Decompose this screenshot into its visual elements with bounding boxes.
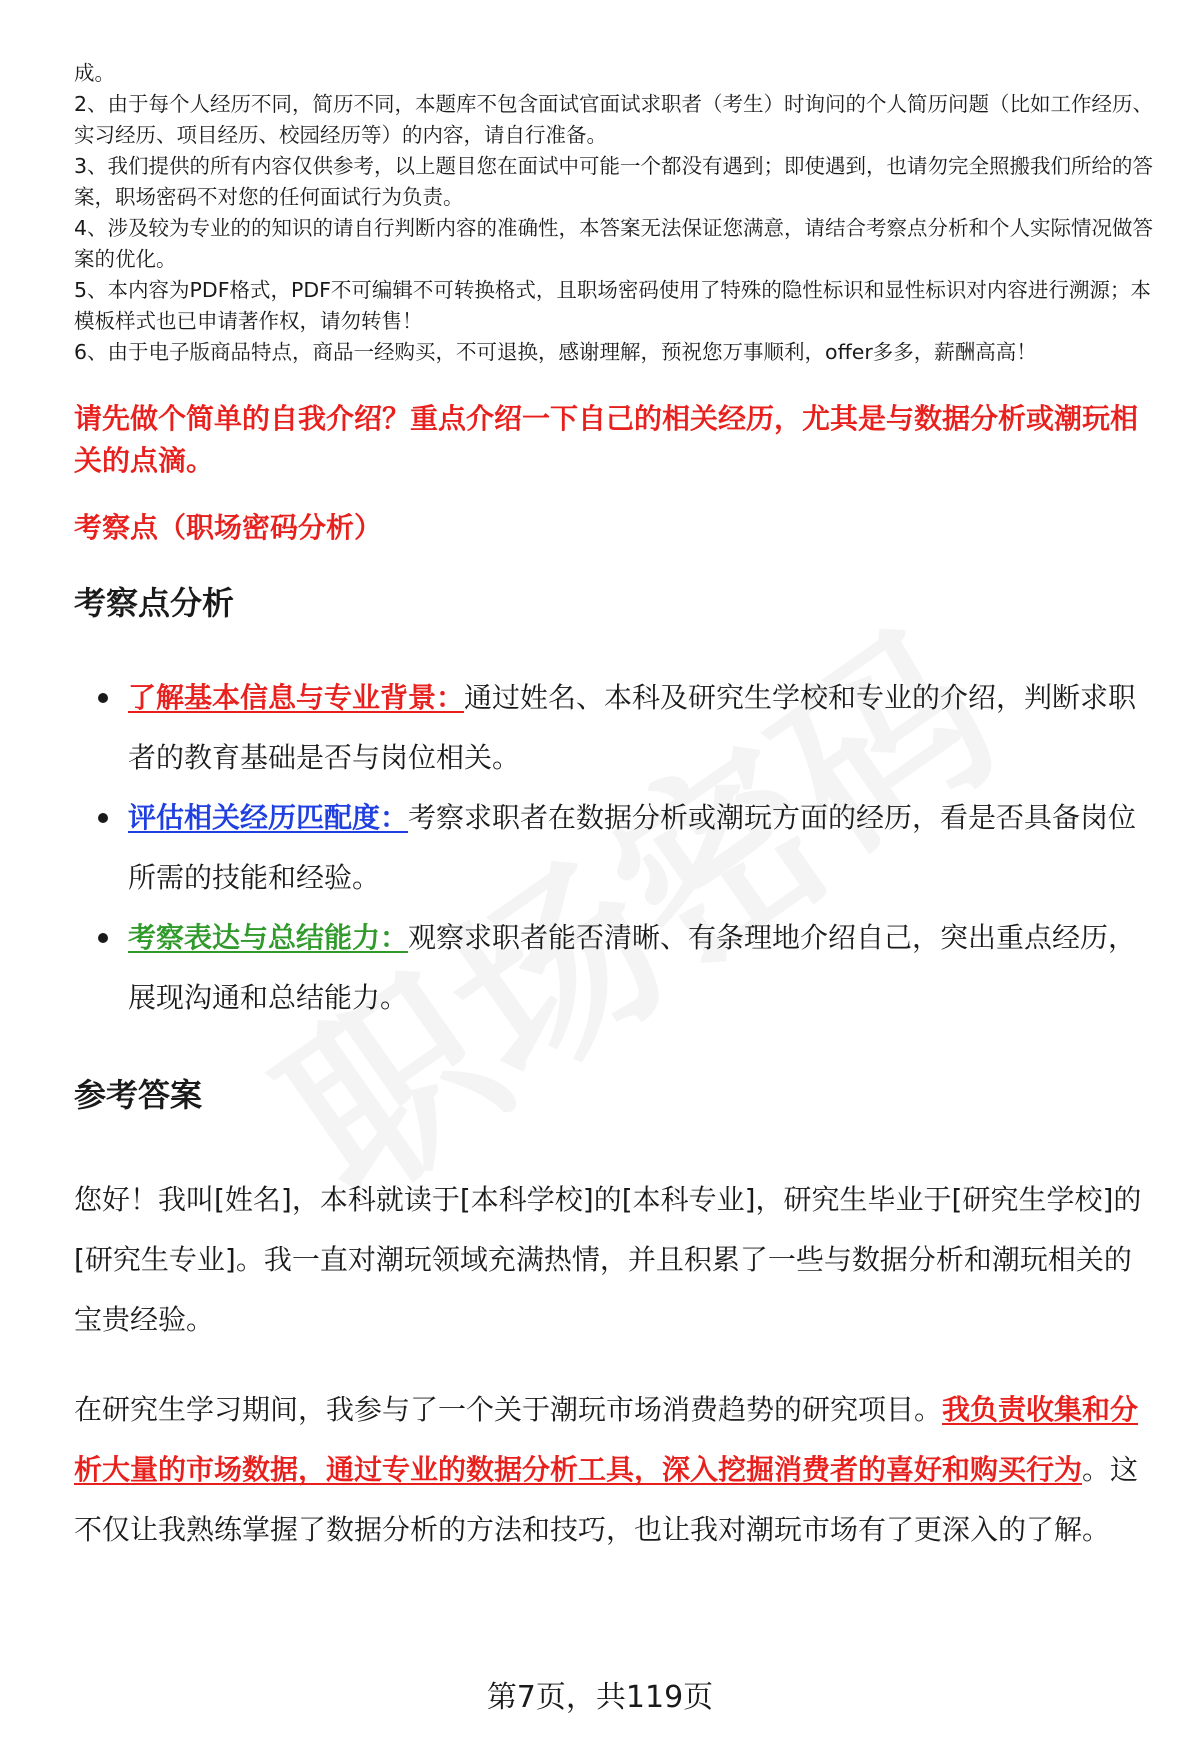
analysis-point <box>128 908 1154 1028</box>
answer-paragraph-1: 您好！我叫[姓名]，本科就读于[本科学校]的[本科专业]，研究生毕业于[研究生学校]的[研究生专业]。我一直对潮玩领域充满热情，并且积累了一些与数据分析和潮玩相关的宝贵经验。 <box>74 1183 1142 1336</box>
page-footer: 第7页，共119页 <box>486 1680 714 1715</box>
analysis-points <box>74 668 1154 1028</box>
note-3: 3、我们提供的所有内容仅供参考，以上题目您在面试中可能一个都没有遇到；即使遇到，也请勿完全照搬我们所给的答案，职场密码不对您的任何面试行为负责。 <box>74 154 1154 209</box>
notes-list <box>74 58 1154 368</box>
point-keyword: 了解基本信息与专业背景： <box>128 681 465 714</box>
answer-text: 在研究生学习期间，我参与了一个关于潮玩市场消费趋势的研究项目。 <box>74 1393 943 1426</box>
answer-body <box>74 1170 1154 1560</box>
note-4: 4、涉及较为专业的的知识的请自行判断内容的准确性，本答案无法保证您满意，请结合考察点分析和个人实际情况做答案的优化。 <box>74 216 1154 271</box>
answer-text: 。这不仅让我熟练掌握了数据分析的方法和技巧，也让我对潮玩市场有了更深入的了解。 <box>74 1453 1139 1546</box>
point-text: 通过姓名、本科及研究生学校和专业的介绍，判断求职者的教育基础是否与岗位相关。 <box>128 681 1137 774</box>
point-text: 考察求职者在数据分析或潮玩方面的经历，看是否具备岗位所需的技能和经验。 <box>128 801 1137 894</box>
note-6: 6、由于电子版商品特点，商品一经购买，不可退换，感谢理解，预祝您万事顺利，offer多多，薪酬高高！ <box>74 340 1037 364</box>
answer-heading: 参考答案 <box>74 1076 203 1114</box>
analysis-point <box>128 788 1154 908</box>
answer-highlight: 我负责收集和分析大量的市场数据，通过专业的数据分析工具，深入挖掘消费者的喜好和购买行为 <box>74 1393 1139 1486</box>
point-keyword: 考察表达与总结能力： <box>128 921 409 954</box>
note-2: 2、由于每个人经历不同，简历不同，本题库不包含面试官面试求职者（考生）时询问的个人简历问题（比如工作经历、实习经历、项目经历、校园经历等）的内容，请自行准备。 <box>74 92 1154 147</box>
note-5: 5、本内容为PDF格式，PDF不可编辑不可转换格式，且职场密码使用了特殊的隐性标识和显性标识对内容进行溯源；本模板样式也已申请著作权，请勿转售！ <box>74 278 1151 333</box>
point-title: 考察点（职场密码分析） <box>74 511 383 544</box>
analysis-heading: 考察点分析 <box>74 584 235 622</box>
interview-question: 请先做个简单的自我介绍？重点介绍一下自己的相关经历，尤其是与数据分析或潮玩相关的点滴。 <box>74 402 1139 477</box>
note-0: 成。 <box>74 61 115 85</box>
answer-paragraph-2 <box>74 1380 1154 1560</box>
point-text: 观察求职者能否清晰、有条理地介绍自己，突出重点经历，展现沟通和总结能力。 <box>128 921 1137 1014</box>
page-content <box>74 58 1154 1560</box>
point-keyword: 评估相关经历匹配度： <box>128 801 409 834</box>
analysis-point <box>128 668 1154 788</box>
